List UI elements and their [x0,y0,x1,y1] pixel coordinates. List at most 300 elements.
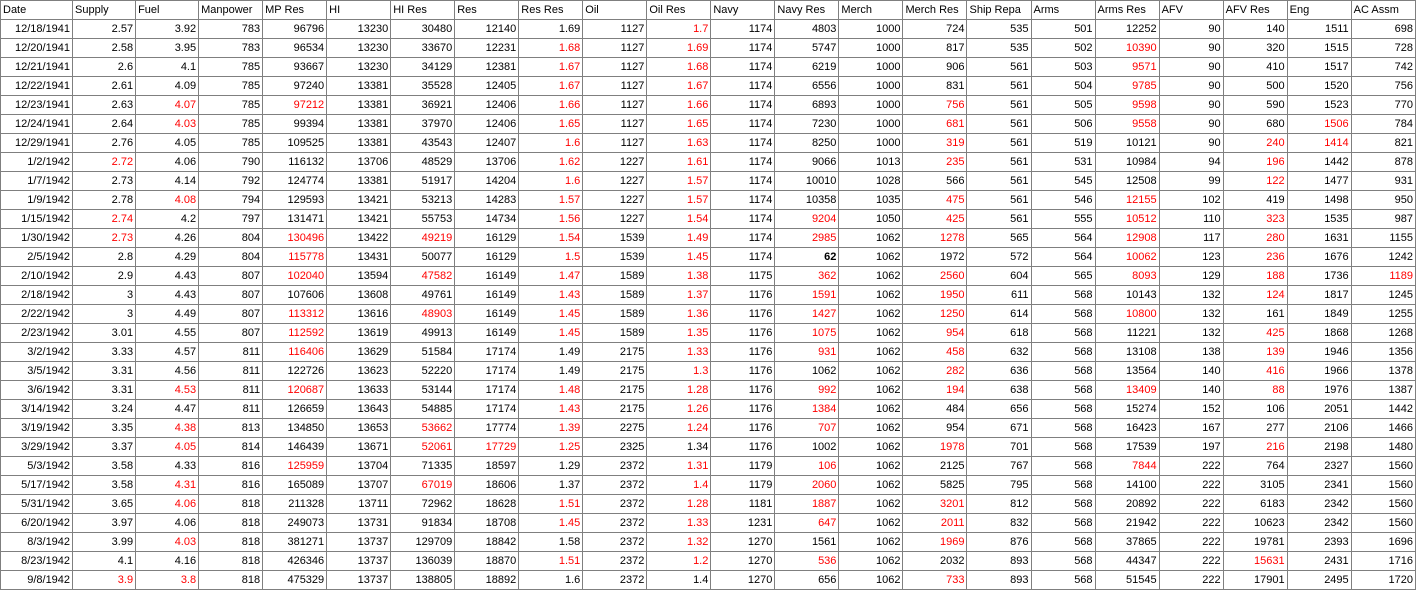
cell-hi-res[interactable]: 49913 [391,324,455,343]
cell-arms[interactable]: 531 [1031,153,1095,172]
cell-res[interactable]: 18628 [455,495,519,514]
cell-ship-repa[interactable]: 893 [967,571,1031,590]
cell-oil[interactable]: 1589 [583,286,647,305]
cell-eng[interactable]: 1506 [1287,115,1351,134]
cell-navy[interactable]: 1174 [711,191,775,210]
cell-date[interactable]: 2/22/1942 [1,305,73,324]
cell-res-res[interactable]: 1.58 [519,533,583,552]
cell-merch[interactable]: 1062 [839,267,903,286]
cell-date[interactable]: 12/24/1941 [1,115,73,134]
cell-date[interactable]: 12/18/1941 [1,20,73,39]
cell-mp-res[interactable]: 96534 [263,39,327,58]
cell-fuel[interactable]: 4.07 [136,96,199,115]
cell-navy-res[interactable]: 536 [775,552,839,571]
cell-oil-res[interactable]: 1.54 [647,210,711,229]
cell-merch-res[interactable]: 2011 [903,514,967,533]
cell-navy[interactable]: 1174 [711,96,775,115]
cell-afv[interactable]: 110 [1159,210,1223,229]
cell-afv[interactable]: 140 [1159,362,1223,381]
cell-res[interactable]: 17774 [455,419,519,438]
cell-manpower[interactable]: 785 [199,96,263,115]
cell-navy[interactable]: 1176 [711,286,775,305]
cell-merch-res[interactable]: 733 [903,571,967,590]
cell-navy[interactable]: 1179 [711,457,775,476]
cell-supply[interactable]: 3.31 [73,381,136,400]
cell-res-res[interactable]: 1.62 [519,153,583,172]
cell-arms-res[interactable]: 10062 [1095,248,1159,267]
cell-fuel[interactable]: 4.38 [136,419,199,438]
cell-hi[interactable]: 13629 [327,343,391,362]
cell-ac-assm[interactable]: 1255 [1351,305,1415,324]
cell-afv[interactable]: 90 [1159,96,1223,115]
cell-navy[interactable]: 1176 [711,381,775,400]
cell-afv-res[interactable]: 216 [1223,438,1287,457]
cell-merch-res[interactable]: 1250 [903,305,967,324]
column-header-ac-assm[interactable]: AC Assm [1351,1,1415,20]
cell-navy-res[interactable]: 1002 [775,438,839,457]
cell-supply[interactable]: 2.6 [73,58,136,77]
cell-merch[interactable]: 1062 [839,514,903,533]
cell-navy[interactable]: 1176 [711,362,775,381]
cell-ship-repa[interactable]: 767 [967,457,1031,476]
cell-fuel[interactable]: 4.57 [136,343,199,362]
cell-navy-res[interactable]: 5747 [775,39,839,58]
column-header-date[interactable]: Date [1,1,73,20]
cell-merch[interactable]: 1062 [839,400,903,419]
cell-eng[interactable]: 2327 [1287,457,1351,476]
cell-afv[interactable]: 222 [1159,495,1223,514]
cell-merch-res[interactable]: 282 [903,362,967,381]
cell-oil-res[interactable]: 1.31 [647,457,711,476]
cell-hi[interactable]: 13623 [327,362,391,381]
cell-supply[interactable]: 2.76 [73,134,136,153]
cell-supply[interactable]: 3.24 [73,400,136,419]
cell-oil[interactable]: 1227 [583,153,647,172]
cell-arms[interactable]: 565 [1031,267,1095,286]
cell-ac-assm[interactable]: 1560 [1351,476,1415,495]
cell-mp-res[interactable]: 113312 [263,305,327,324]
cell-merch[interactable]: 1028 [839,172,903,191]
cell-arms[interactable]: 568 [1031,400,1095,419]
cell-res[interactable]: 16149 [455,286,519,305]
cell-merch-res[interactable]: 5825 [903,476,967,495]
cell-navy-res[interactable]: 10010 [775,172,839,191]
cell-ac-assm[interactable]: 756 [1351,77,1415,96]
cell-res-res[interactable]: 1.66 [519,96,583,115]
cell-merch[interactable]: 1062 [839,248,903,267]
cell-supply[interactable]: 2.73 [73,172,136,191]
cell-ship-repa[interactable]: 604 [967,267,1031,286]
cell-merch-res[interactable]: 235 [903,153,967,172]
cell-hi[interactable]: 13381 [327,77,391,96]
cell-eng[interactable]: 1520 [1287,77,1351,96]
cell-date[interactable]: 3/6/1942 [1,381,73,400]
cell-ship-repa[interactable]: 795 [967,476,1031,495]
cell-oil-res[interactable]: 1.24 [647,419,711,438]
cell-oil[interactable]: 2372 [583,514,647,533]
cell-hi[interactable]: 13230 [327,20,391,39]
cell-navy-res[interactable]: 106 [775,457,839,476]
cell-eng[interactable]: 2342 [1287,495,1351,514]
cell-oil[interactable]: 1127 [583,96,647,115]
cell-ac-assm[interactable]: 931 [1351,172,1415,191]
cell-manpower[interactable]: 818 [199,514,263,533]
cell-hi-res[interactable]: 67019 [391,476,455,495]
cell-afv[interactable]: 132 [1159,305,1223,324]
cell-oil-res[interactable]: 1.37 [647,286,711,305]
cell-res-res[interactable]: 1.49 [519,343,583,362]
cell-hi[interactable]: 13653 [327,419,391,438]
cell-navy[interactable]: 1179 [711,476,775,495]
column-header-oil-res[interactable]: Oil Res [647,1,711,20]
cell-hi-res[interactable]: 53213 [391,191,455,210]
cell-merch-res[interactable]: 458 [903,343,967,362]
cell-navy-res[interactable]: 1591 [775,286,839,305]
cell-navy-res[interactable]: 647 [775,514,839,533]
cell-oil-res[interactable]: 1.67 [647,77,711,96]
cell-arms[interactable]: 568 [1031,533,1095,552]
cell-navy[interactable]: 1174 [711,39,775,58]
cell-merch-res[interactable]: 3201 [903,495,967,514]
cell-ship-repa[interactable]: 561 [967,210,1031,229]
cell-date[interactable]: 3/14/1942 [1,400,73,419]
cell-ship-repa[interactable]: 614 [967,305,1031,324]
cell-fuel[interactable]: 4.05 [136,438,199,457]
cell-oil[interactable]: 1127 [583,77,647,96]
cell-arms-res[interactable]: 44347 [1095,552,1159,571]
cell-oil[interactable]: 2175 [583,381,647,400]
cell-eng[interactable]: 1477 [1287,172,1351,191]
cell-res-res[interactable]: 1.68 [519,39,583,58]
cell-merch-res[interactable]: 475 [903,191,967,210]
cell-res-res[interactable]: 1.43 [519,400,583,419]
cell-date[interactable]: 1/2/1942 [1,153,73,172]
cell-afv-res[interactable]: 236 [1223,248,1287,267]
cell-mp-res[interactable]: 102040 [263,267,327,286]
cell-supply[interactable]: 2.72 [73,153,136,172]
cell-date[interactable]: 12/21/1941 [1,58,73,77]
cell-hi[interactable]: 13431 [327,248,391,267]
cell-oil[interactable]: 2275 [583,419,647,438]
cell-navy-res[interactable]: 1075 [775,324,839,343]
cell-merch-res[interactable]: 566 [903,172,967,191]
cell-arms-res[interactable]: 15274 [1095,400,1159,419]
cell-ship-repa[interactable]: 561 [967,134,1031,153]
cell-res-res[interactable]: 1.54 [519,229,583,248]
cell-mp-res[interactable]: 125959 [263,457,327,476]
cell-hi-res[interactable]: 91834 [391,514,455,533]
cell-merch[interactable]: 1000 [839,77,903,96]
cell-res-res[interactable]: 1.57 [519,191,583,210]
cell-ship-repa[interactable]: 893 [967,552,1031,571]
cell-mp-res[interactable]: 129593 [263,191,327,210]
cell-ac-assm[interactable]: 1720 [1351,571,1415,590]
cell-date[interactable]: 8/3/1942 [1,533,73,552]
cell-afv-res[interactable]: 590 [1223,96,1287,115]
cell-res[interactable]: 18892 [455,571,519,590]
cell-fuel[interactable]: 4.43 [136,267,199,286]
cell-hi[interactable]: 13706 [327,153,391,172]
cell-manpower[interactable]: 807 [199,305,263,324]
cell-ship-repa[interactable]: 561 [967,191,1031,210]
cell-eng[interactable]: 1523 [1287,96,1351,115]
cell-fuel[interactable]: 4.06 [136,495,199,514]
cell-ship-repa[interactable]: 632 [967,343,1031,362]
cell-oil[interactable]: 1127 [583,58,647,77]
cell-fuel[interactable]: 4.31 [136,476,199,495]
cell-navy-res[interactable]: 707 [775,419,839,438]
cell-navy[interactable]: 1174 [711,229,775,248]
cell-res-res[interactable]: 1.6 [519,571,583,590]
cell-hi[interactable]: 13737 [327,571,391,590]
cell-date[interactable]: 12/20/1941 [1,39,73,58]
cell-eng[interactable]: 1442 [1287,153,1351,172]
cell-arms-res[interactable]: 13409 [1095,381,1159,400]
cell-navy[interactable]: 1176 [711,305,775,324]
cell-merch-res[interactable]: 724 [903,20,967,39]
cell-ac-assm[interactable]: 1268 [1351,324,1415,343]
cell-eng[interactable]: 1946 [1287,343,1351,362]
cell-oil[interactable]: 2175 [583,400,647,419]
cell-manpower[interactable]: 792 [199,172,263,191]
cell-oil[interactable]: 1589 [583,305,647,324]
cell-date[interactable]: 1/30/1942 [1,229,73,248]
cell-merch-res[interactable]: 1278 [903,229,967,248]
cell-oil-res[interactable]: 1.36 [647,305,711,324]
cell-mp-res[interactable]: 115778 [263,248,327,267]
cell-afv-res[interactable]: 140 [1223,20,1287,39]
cell-hi[interactable]: 13381 [327,134,391,153]
cell-mp-res[interactable]: 211328 [263,495,327,514]
cell-mp-res[interactable]: 107606 [263,286,327,305]
cell-res[interactable]: 18708 [455,514,519,533]
cell-hi-res[interactable]: 71335 [391,457,455,476]
cell-res-res[interactable]: 1.29 [519,457,583,476]
cell-afv[interactable]: 102 [1159,191,1223,210]
cell-res[interactable]: 18606 [455,476,519,495]
cell-oil-res[interactable]: 1.2 [647,552,711,571]
cell-res[interactable]: 12405 [455,77,519,96]
cell-ship-repa[interactable]: 561 [967,115,1031,134]
cell-merch[interactable]: 1000 [839,39,903,58]
cell-merch[interactable]: 1013 [839,153,903,172]
cell-navy-res[interactable]: 6893 [775,96,839,115]
cell-afv-res[interactable]: 15631 [1223,552,1287,571]
cell-navy-res[interactable]: 6556 [775,77,839,96]
cell-mp-res[interactable]: 96796 [263,20,327,39]
cell-res[interactable]: 16129 [455,229,519,248]
cell-afv[interactable]: 222 [1159,476,1223,495]
cell-afv[interactable]: 222 [1159,533,1223,552]
cell-afv[interactable]: 90 [1159,20,1223,39]
cell-oil[interactable]: 1127 [583,115,647,134]
cell-afv[interactable]: 90 [1159,115,1223,134]
cell-eng[interactable]: 1631 [1287,229,1351,248]
cell-hi-res[interactable]: 50077 [391,248,455,267]
cell-merch-res[interactable]: 954 [903,419,967,438]
cell-eng[interactable]: 2495 [1287,571,1351,590]
cell-date[interactable]: 1/15/1942 [1,210,73,229]
cell-hi-res[interactable]: 48903 [391,305,455,324]
cell-arms[interactable]: 568 [1031,324,1095,343]
cell-res-res[interactable]: 1.45 [519,324,583,343]
cell-arms[interactable]: 564 [1031,229,1095,248]
cell-res-res[interactable]: 1.37 [519,476,583,495]
cell-res-res[interactable]: 1.56 [519,210,583,229]
cell-arms-res[interactable]: 9571 [1095,58,1159,77]
cell-navy-res[interactable]: 8250 [775,134,839,153]
cell-merch-res[interactable]: 817 [903,39,967,58]
cell-afv[interactable]: 90 [1159,39,1223,58]
cell-res-res[interactable]: 1.65 [519,115,583,134]
cell-ac-assm[interactable]: 878 [1351,153,1415,172]
cell-oil-res[interactable]: 1.61 [647,153,711,172]
cell-ship-repa[interactable]: 561 [967,58,1031,77]
cell-navy[interactable]: 1176 [711,419,775,438]
cell-date[interactable]: 1/7/1942 [1,172,73,191]
cell-res[interactable]: 16149 [455,324,519,343]
cell-afv-res[interactable]: 124 [1223,286,1287,305]
cell-hi-res[interactable]: 43543 [391,134,455,153]
cell-manpower[interactable]: 785 [199,134,263,153]
cell-afv-res[interactable]: 500 [1223,77,1287,96]
cell-merch-res[interactable]: 2560 [903,267,967,286]
cell-arms[interactable]: 568 [1031,552,1095,571]
cell-arms-res[interactable]: 9785 [1095,77,1159,96]
cell-navy[interactable]: 1176 [711,438,775,457]
cell-res[interactable]: 17174 [455,381,519,400]
cell-ac-assm[interactable]: 1480 [1351,438,1415,457]
cell-mp-res[interactable]: 130496 [263,229,327,248]
cell-mp-res[interactable]: 97212 [263,96,327,115]
cell-arms[interactable]: 568 [1031,381,1095,400]
cell-date[interactable]: 5/3/1942 [1,457,73,476]
cell-ac-assm[interactable]: 742 [1351,58,1415,77]
cell-navy-res[interactable]: 2985 [775,229,839,248]
cell-ac-assm[interactable]: 1442 [1351,400,1415,419]
cell-hi-res[interactable]: 35528 [391,77,455,96]
cell-afv-res[interactable]: 17901 [1223,571,1287,590]
cell-merch[interactable]: 1062 [839,457,903,476]
cell-date[interactable]: 9/8/1942 [1,571,73,590]
cell-merch-res[interactable]: 954 [903,324,967,343]
cell-oil-res[interactable]: 1.34 [647,438,711,457]
column-header-mp-res[interactable]: MP Res [263,1,327,20]
cell-mp-res[interactable]: 165089 [263,476,327,495]
cell-merch[interactable]: 1062 [839,419,903,438]
cell-ship-repa[interactable]: 876 [967,533,1031,552]
cell-res-res[interactable]: 1.39 [519,419,583,438]
cell-date[interactable]: 6/20/1942 [1,514,73,533]
column-header-eng[interactable]: Eng [1287,1,1351,20]
cell-oil-res[interactable]: 1.4 [647,476,711,495]
cell-res-res[interactable]: 1.69 [519,20,583,39]
cell-hi[interactable]: 13671 [327,438,391,457]
cell-afv[interactable]: 222 [1159,552,1223,571]
cell-afv[interactable]: 197 [1159,438,1223,457]
cell-hi[interactable]: 13737 [327,552,391,571]
cell-oil[interactable]: 2325 [583,438,647,457]
cell-arms[interactable]: 546 [1031,191,1095,210]
cell-manpower[interactable]: 811 [199,400,263,419]
cell-manpower[interactable]: 804 [199,229,263,248]
cell-arms[interactable]: 568 [1031,571,1095,590]
cell-supply[interactable]: 3.33 [73,343,136,362]
column-header-fuel[interactable]: Fuel [136,1,199,20]
cell-mp-res[interactable]: 93667 [263,58,327,77]
cell-manpower[interactable]: 807 [199,267,263,286]
cell-supply[interactable]: 3.58 [73,476,136,495]
cell-arms-res[interactable]: 12252 [1095,20,1159,39]
cell-navy[interactable]: 1174 [711,153,775,172]
cell-ship-repa[interactable]: 701 [967,438,1031,457]
cell-merch-res[interactable]: 319 [903,134,967,153]
cell-manpower[interactable]: 790 [199,153,263,172]
cell-manpower[interactable]: 811 [199,362,263,381]
cell-arms-res[interactable]: 37865 [1095,533,1159,552]
cell-mp-res[interactable]: 120687 [263,381,327,400]
cell-res-res[interactable]: 1.51 [519,552,583,571]
cell-res-res[interactable]: 1.43 [519,286,583,305]
cell-mp-res[interactable]: 381271 [263,533,327,552]
cell-manpower[interactable]: 811 [199,343,263,362]
cell-manpower[interactable]: 818 [199,533,263,552]
cell-oil[interactable]: 2372 [583,495,647,514]
cell-navy-res[interactable]: 2060 [775,476,839,495]
cell-ac-assm[interactable]: 1716 [1351,552,1415,571]
cell-afv-res[interactable]: 280 [1223,229,1287,248]
cell-ac-assm[interactable]: 1242 [1351,248,1415,267]
cell-supply[interactable]: 3.65 [73,495,136,514]
cell-ac-assm[interactable]: 1560 [1351,514,1415,533]
cell-hi[interactable]: 13633 [327,381,391,400]
cell-fuel[interactable]: 4.33 [136,457,199,476]
cell-supply[interactable]: 3.37 [73,438,136,457]
cell-afv-res[interactable]: 240 [1223,134,1287,153]
cell-manpower[interactable]: 818 [199,552,263,571]
cell-manpower[interactable]: 804 [199,248,263,267]
cell-oil-res[interactable]: 1.65 [647,115,711,134]
cell-mp-res[interactable]: 249073 [263,514,327,533]
cell-arms-res[interactable]: 10121 [1095,134,1159,153]
cell-navy-res[interactable]: 62 [775,248,839,267]
cell-ac-assm[interactable]: 1560 [1351,457,1415,476]
cell-supply[interactable]: 2.63 [73,96,136,115]
cell-supply[interactable]: 3 [73,286,136,305]
cell-ac-assm[interactable]: 1189 [1351,267,1415,286]
cell-ship-repa[interactable]: 618 [967,324,1031,343]
cell-oil[interactable]: 1539 [583,248,647,267]
cell-oil[interactable]: 1127 [583,20,647,39]
cell-navy-res[interactable]: 362 [775,267,839,286]
cell-oil-res[interactable]: 1.57 [647,191,711,210]
cell-mp-res[interactable]: 426346 [263,552,327,571]
cell-hi-res[interactable]: 34129 [391,58,455,77]
cell-merch-res[interactable]: 1978 [903,438,967,457]
cell-hi-res[interactable]: 53144 [391,381,455,400]
cell-eng[interactable]: 1535 [1287,210,1351,229]
cell-hi-res[interactable]: 36921 [391,96,455,115]
column-header-navy[interactable]: Navy [711,1,775,20]
cell-mp-res[interactable]: 122726 [263,362,327,381]
cell-ship-repa[interactable]: 572 [967,248,1031,267]
cell-arms-res[interactable]: 9558 [1095,115,1159,134]
cell-navy[interactable]: 1174 [711,20,775,39]
cell-afv[interactable]: 90 [1159,134,1223,153]
cell-res[interactable]: 12406 [455,115,519,134]
cell-fuel[interactable]: 4.14 [136,172,199,191]
cell-afv-res[interactable]: 6183 [1223,495,1287,514]
